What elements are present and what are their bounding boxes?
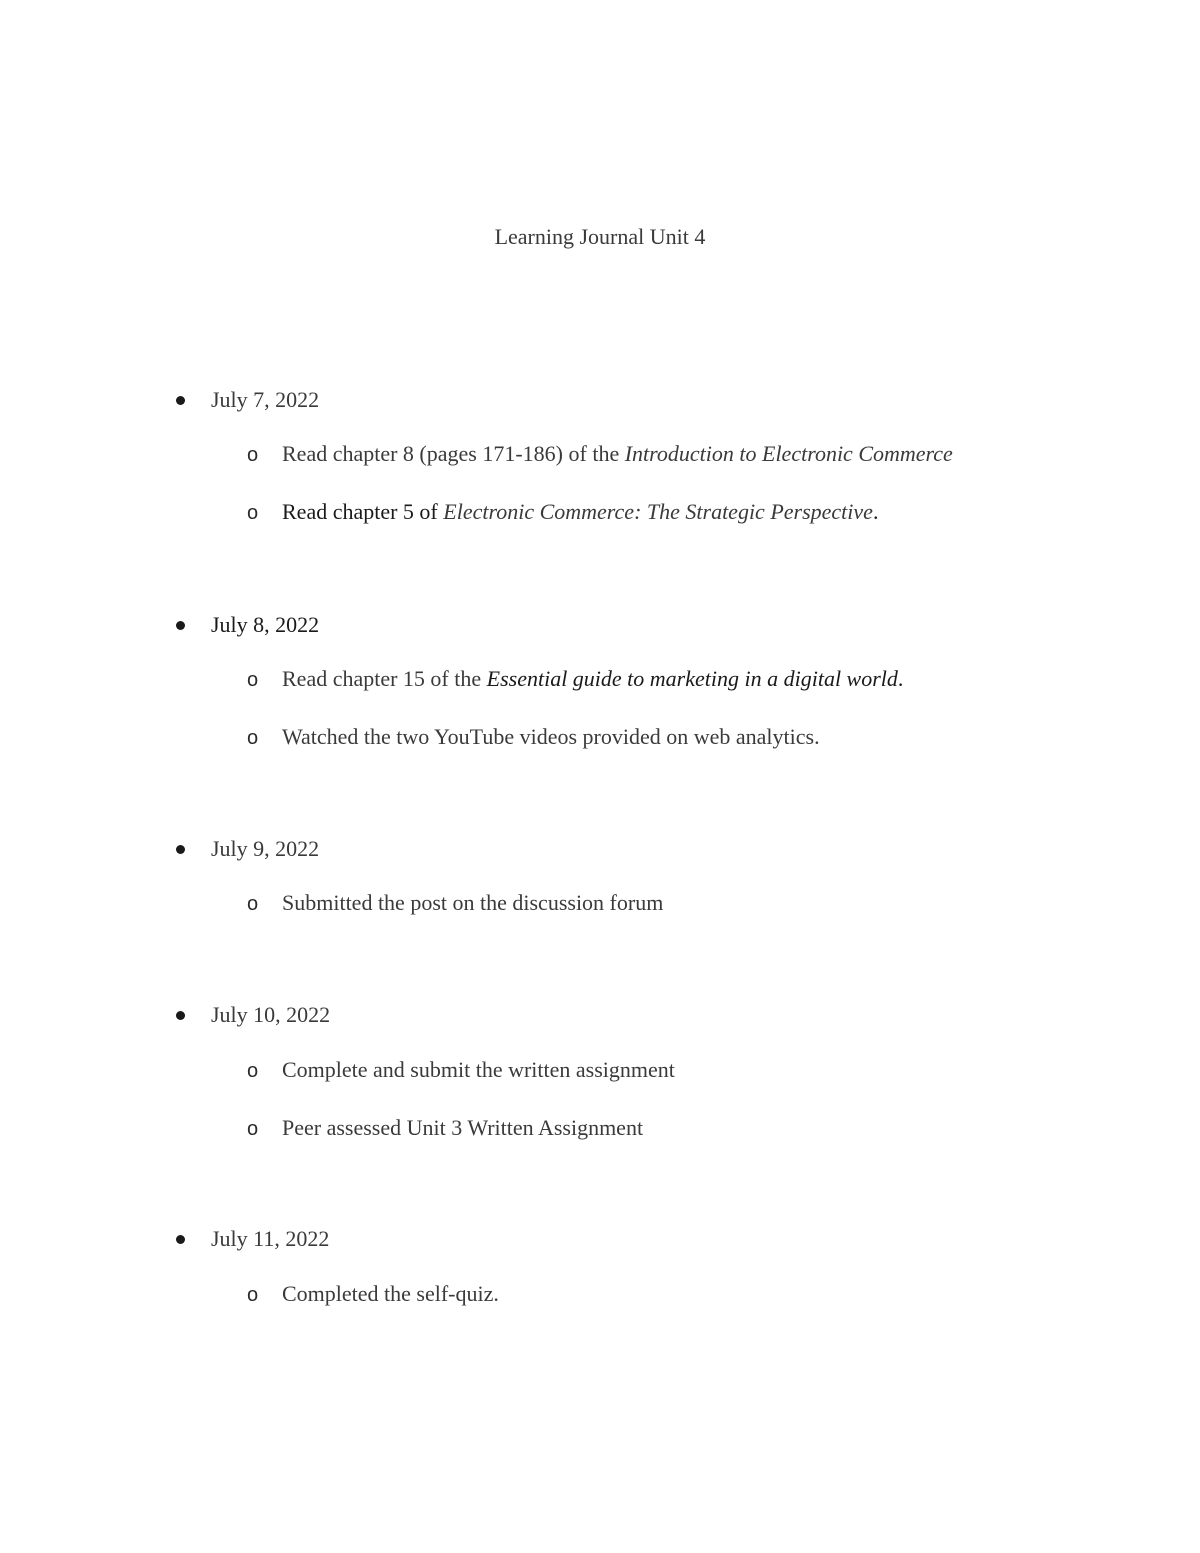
item-text-end: . bbox=[872, 499, 879, 524]
item-text: Completed the self-quiz. bbox=[282, 1281, 499, 1306]
item-text: Complete and submit the written assignment bbox=[282, 1057, 675, 1082]
item-book-title: Introduction to Electronic Commerce bbox=[624, 441, 953, 466]
sub-bullet-icon: o bbox=[247, 669, 259, 691]
entry-date: July 9, 2022 bbox=[211, 836, 320, 861]
entry-date: July 7, 2022 bbox=[211, 387, 320, 412]
item-text-end: . bbox=[897, 666, 904, 691]
list-item bbox=[282, 439, 953, 469]
sub-bullet-icon: o bbox=[247, 1060, 259, 1082]
entry-date: July 8, 2022 bbox=[211, 612, 320, 637]
item-book-title: Electronic Commerce: The Strategic Perspective bbox=[443, 499, 873, 524]
bullet-icon bbox=[176, 621, 185, 630]
item-text: Submitted the post on the discussion forum bbox=[282, 890, 664, 915]
entry-date: July 10, 2022 bbox=[211, 1002, 331, 1027]
list-item bbox=[282, 722, 820, 752]
item-text: Peer assessed Unit 3 Written Assignment bbox=[282, 1115, 644, 1140]
bullet-icon bbox=[176, 845, 185, 854]
item-book-title: Essential guide to marketing in a digital world bbox=[486, 666, 898, 691]
sub-bullet-icon: o bbox=[247, 1284, 259, 1306]
sub-bullet-icon: o bbox=[247, 502, 259, 524]
sub-bullet-icon: o bbox=[247, 727, 259, 749]
sub-bullet-icon: o bbox=[247, 1118, 259, 1140]
item-text: Read chapter 8 (pages 171-186) of the bbox=[282, 441, 625, 466]
list-item bbox=[282, 1055, 675, 1085]
item-text: Watched the two YouTube videos provided on web analytics. bbox=[282, 724, 820, 749]
list-item bbox=[282, 1279, 499, 1309]
list-item bbox=[282, 1113, 643, 1143]
bullet-icon bbox=[176, 396, 185, 405]
item-text: Read chapter 15 of the bbox=[282, 666, 487, 691]
entry-date: July 11, 2022 bbox=[211, 1226, 330, 1251]
list-item bbox=[282, 888, 663, 918]
document-title: Learning Journal Unit 4 bbox=[494, 224, 706, 249]
bullet-icon bbox=[176, 1011, 185, 1020]
list-item bbox=[282, 497, 878, 527]
sub-bullet-icon: o bbox=[247, 444, 259, 466]
list-item bbox=[282, 664, 903, 694]
sub-bullet-icon: o bbox=[247, 893, 259, 915]
item-text: Read chapter 5 of bbox=[282, 499, 444, 524]
bullet-icon bbox=[176, 1235, 185, 1244]
